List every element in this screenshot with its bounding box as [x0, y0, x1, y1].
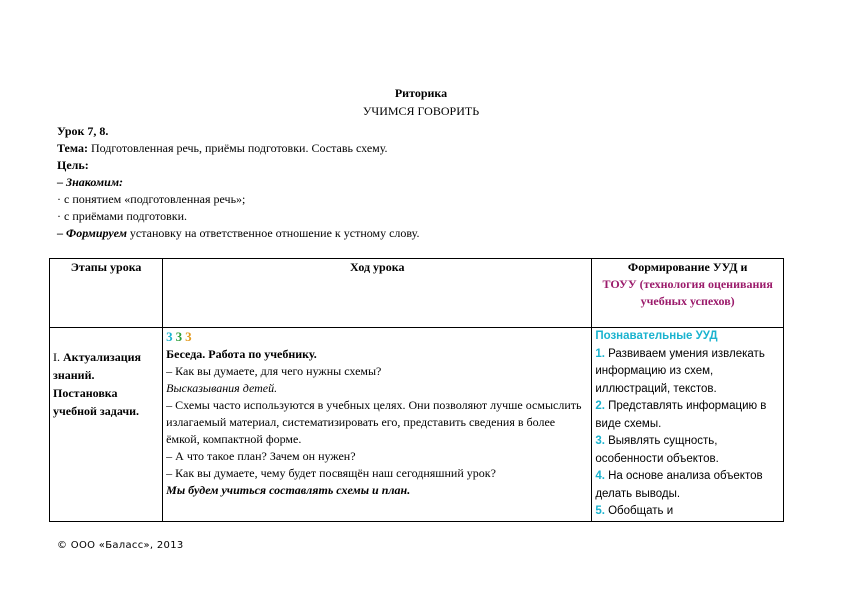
stage-title-2: Постановка учебной задачи.	[53, 386, 140, 418]
header-stages: Этапы урока	[50, 259, 163, 328]
goal-item-1-text: Знакомим:	[66, 175, 124, 189]
goal-item-2-em: Формируем	[66, 226, 127, 240]
goal-sub-1: · с понятием «подготовленная речь»;	[57, 192, 246, 206]
goal-item-1	[57, 174, 123, 191]
goal-sub-2: · с приёмами подготовки.	[57, 209, 187, 223]
mark-3: 3	[185, 329, 192, 344]
uud-item	[595, 346, 780, 399]
stage-cell	[50, 328, 163, 522]
uud-num: 1.	[595, 347, 605, 360]
table-header-row	[50, 259, 784, 328]
copyright-footer: © ООО «Баласс», 2013	[57, 540, 184, 551]
uud-item	[595, 398, 780, 433]
uud-item	[595, 433, 780, 468]
question-1: – Как вы думаете, для чего нужны схемы?	[166, 364, 382, 378]
uud-text: Обобщать и	[604, 505, 674, 517]
header-uud-line2: ТОУУ (технология оценивания учебных успехов)	[602, 277, 773, 308]
doc-course-title: УЧИМСЯ ГОВОРИТЬ	[362, 104, 480, 118]
course-cell	[163, 328, 592, 522]
question-2: – А что такое план? Зачем он нужен?	[166, 449, 356, 463]
goal-item-2	[57, 225, 419, 242]
uud-item	[595, 468, 780, 503]
goal-label: Цель:	[57, 158, 89, 172]
stage-number: I.	[53, 350, 60, 364]
uud-text: Представлять информацию в виде схемы.	[595, 400, 767, 430]
doc-subject: Риторика	[394, 86, 448, 100]
uud-text: Развиваем умения извлекать информацию из схем, иллюстраций, текстов.	[595, 347, 765, 395]
topic-label: Тема:	[57, 141, 88, 155]
table-row	[50, 328, 784, 522]
header-uud-line1: Формирование УУД и	[627, 260, 748, 274]
header-uud	[592, 259, 784, 328]
activity-heading: Беседа. Работа по учебнику.	[166, 347, 317, 361]
uud-text: На основе анализа объектов делать выводы.	[595, 470, 763, 500]
uud-num: 3.	[595, 435, 605, 447]
uud-title: Познавательные УУД	[595, 330, 718, 342]
uud-cell	[592, 328, 784, 522]
answer-1: Высказывания детей.	[166, 381, 278, 395]
statement-1: – Схемы часто используются в учебных целях. Они позволяют лучше осмыслить излагаемый материал, систематизировать его, представить сведения в более ёмкой, компактной форме.	[166, 398, 582, 446]
answer-3: Мы будем учиться составлять схемы и план.	[166, 483, 411, 497]
lesson-topic	[57, 140, 388, 157]
mark-1: 3	[166, 329, 173, 344]
uud-num: 2.	[595, 400, 605, 412]
mark-2: 3	[175, 329, 183, 344]
goal-dash-1: –	[57, 175, 66, 189]
stage-title-1: Актуализация знаний.	[53, 350, 142, 382]
uud-num: 5.	[595, 505, 605, 517]
uud-num: 4.	[595, 470, 605, 482]
header-course: Ход урока	[163, 259, 592, 328]
uud-item	[595, 503, 780, 521]
lesson-number: Урок 7, 8.	[57, 124, 109, 138]
goal-dash-2: –	[57, 226, 66, 240]
question-3: – Как вы думаете, чему будет посвящён наш сегодняшний урок?	[166, 466, 496, 480]
uud-text: Выявлять сущность, особенности объектов.	[595, 435, 719, 465]
topic-text: Подготовленная речь, приёмы подготовки. Составь схему.	[87, 141, 388, 155]
rating-marks	[166, 328, 588, 346]
goal-item-2-rest: установку на ответственное отношение к устному слову.	[126, 226, 420, 240]
lesson-table	[49, 258, 784, 522]
